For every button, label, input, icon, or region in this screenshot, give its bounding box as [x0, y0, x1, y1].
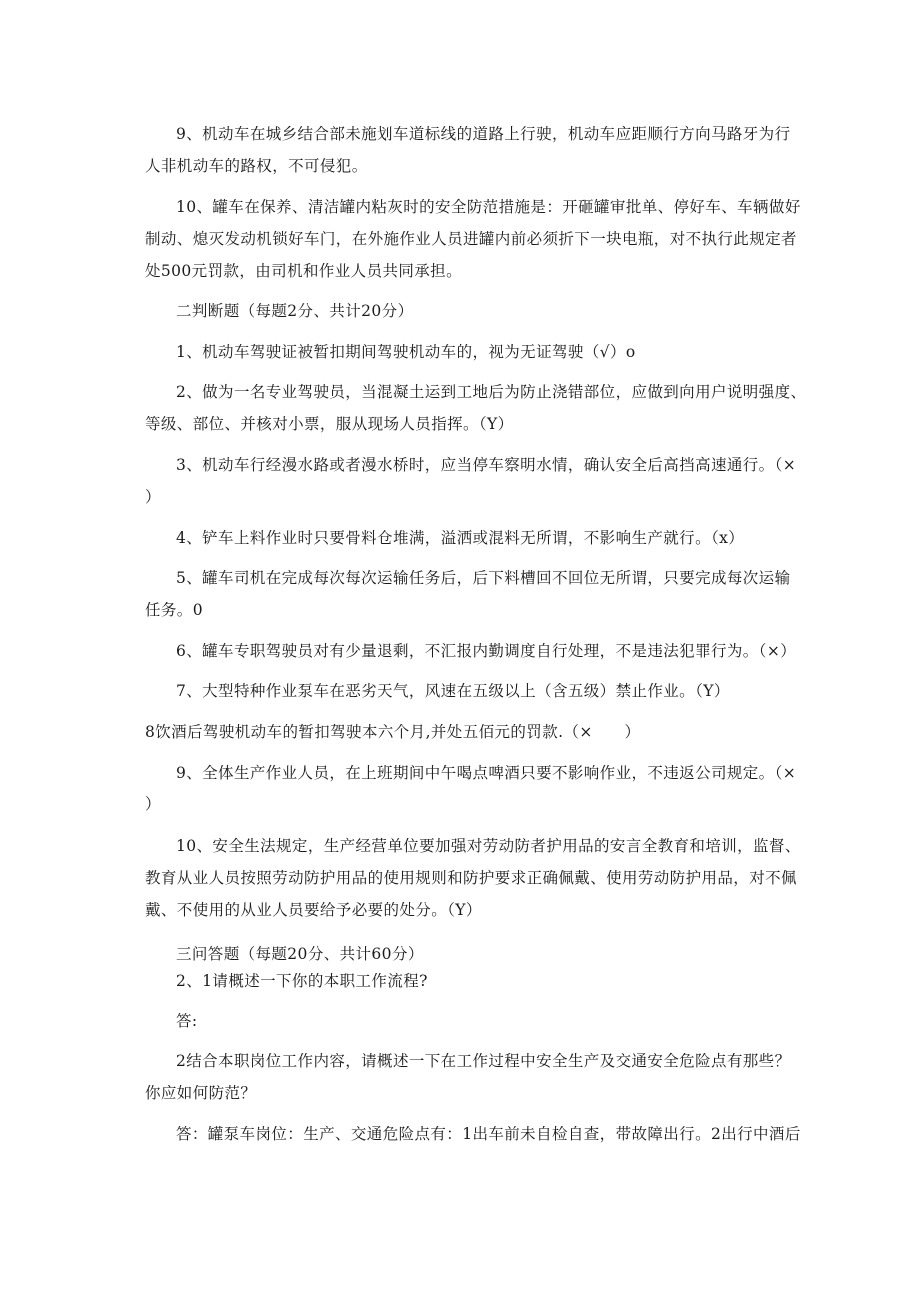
qa-2-line-2: 你应如何防范？	[145, 1084, 257, 1102]
section-2-heading: 二判断题（每题2分、共计20分）	[176, 302, 414, 320]
judge-4: 4、铲车上料作业时只要骨料仓堆满，溢洒或混料无所谓，不影响生产就行。（x）	[176, 529, 745, 547]
judge-9-line-1: 9、全体生产作业人员，在上班期间中午喝点啤酒只要不影响作业，不违返公司规定。（×	[176, 764, 797, 782]
judge-3-line-1: 3、机动车行经漫水路或者漫水桥时，应当停车察明水情，确认安全后高挡高速通行。（×	[176, 456, 797, 474]
qa-2-answer: 答：罐泵车岗位：生产、交通危险点有：1出车前未自检自查，带故障出行。2出行中酒后	[176, 1125, 801, 1143]
q9-line-1: 9、机动车在城乡结合部未施划车道标线的道路上行驶，机动车应距顺行方向马路牙为行	[176, 125, 791, 143]
judge-3-line-2: ）	[145, 488, 161, 506]
judge-1: 1、机动车驾驶证被暂扣期间驾驶机动车的，视为无证驾驶（√）o	[176, 343, 636, 361]
qa-1: 2、1请概述一下你的本职工作流程?	[176, 972, 428, 990]
judge-9-line-2: ）	[145, 795, 161, 813]
q10-line-3: 处500元罚款，由司机和作业人员共同承担。	[145, 262, 462, 280]
judge-2-line-2: 等级、部位、并核对小票，服从现场人员指挥。（Y）	[145, 415, 514, 433]
judge-10-line-3: 戴、不使用的从业人员要给予必要的处分。（Y）	[145, 901, 482, 919]
q10-line-1: 10、罐车在保养、清洁罐内粘灰时的安全防范措施是：开砸罐审批单、停好车、车辆做好	[176, 198, 801, 216]
judge-8: 8饮酒后驾驶机动车的暂扣驾驶本六个月,并处五佰元的罚款.（× ）	[145, 723, 641, 741]
judge-10-line-2: 教育从业人员按照劳动防护用品的使用规则和防护要求正确佩戴、使用劳动防护用品，对不佩	[145, 869, 797, 887]
section-3-heading: 三问答题（每题20分、共计60分）	[176, 945, 424, 963]
judge-5-line-1: 5、罐车司机在完成每次每次运输任务后，后下料槽回不回位无所谓，只要完成每次运输	[176, 569, 791, 587]
q10-line-2: 制动、熄灭发动机锁好车门，在外施作业人员进罐内前必须折下一块电瓶，对不执行此规定者	[145, 230, 797, 248]
judge-7: 7、大型特种作业泵车在恶劣天气，风速在五级以上（含五级）禁止作业。（Y）	[176, 682, 730, 700]
q9-line-2: 人非机动车的路权，不可侵犯。	[145, 157, 368, 175]
judge-5-line-2: 任务。0	[145, 601, 203, 619]
judge-10-line-1: 10、安全生法规定，生产经营单位要加强对劳动防者护用品的安言全教育和培训，监督、	[176, 837, 801, 855]
judge-6: 6、罐车专职驾驶员对有少量退剩，不汇报内勤调度自行处理，不是违法犯罪行为。（×）	[176, 642, 797, 660]
qa-1-answer: 答:	[176, 1012, 198, 1030]
qa-2-line-1: 2结合本职岗位工作内容，请概述一下在工作过程中安全生产及交通安全危险点有那些？	[176, 1052, 791, 1070]
judge-2-line-1: 2、做为一名专业驾驶员，当混凝土运到工地后为防止浇错部位，应做到向用户说明强度、	[176, 383, 807, 401]
